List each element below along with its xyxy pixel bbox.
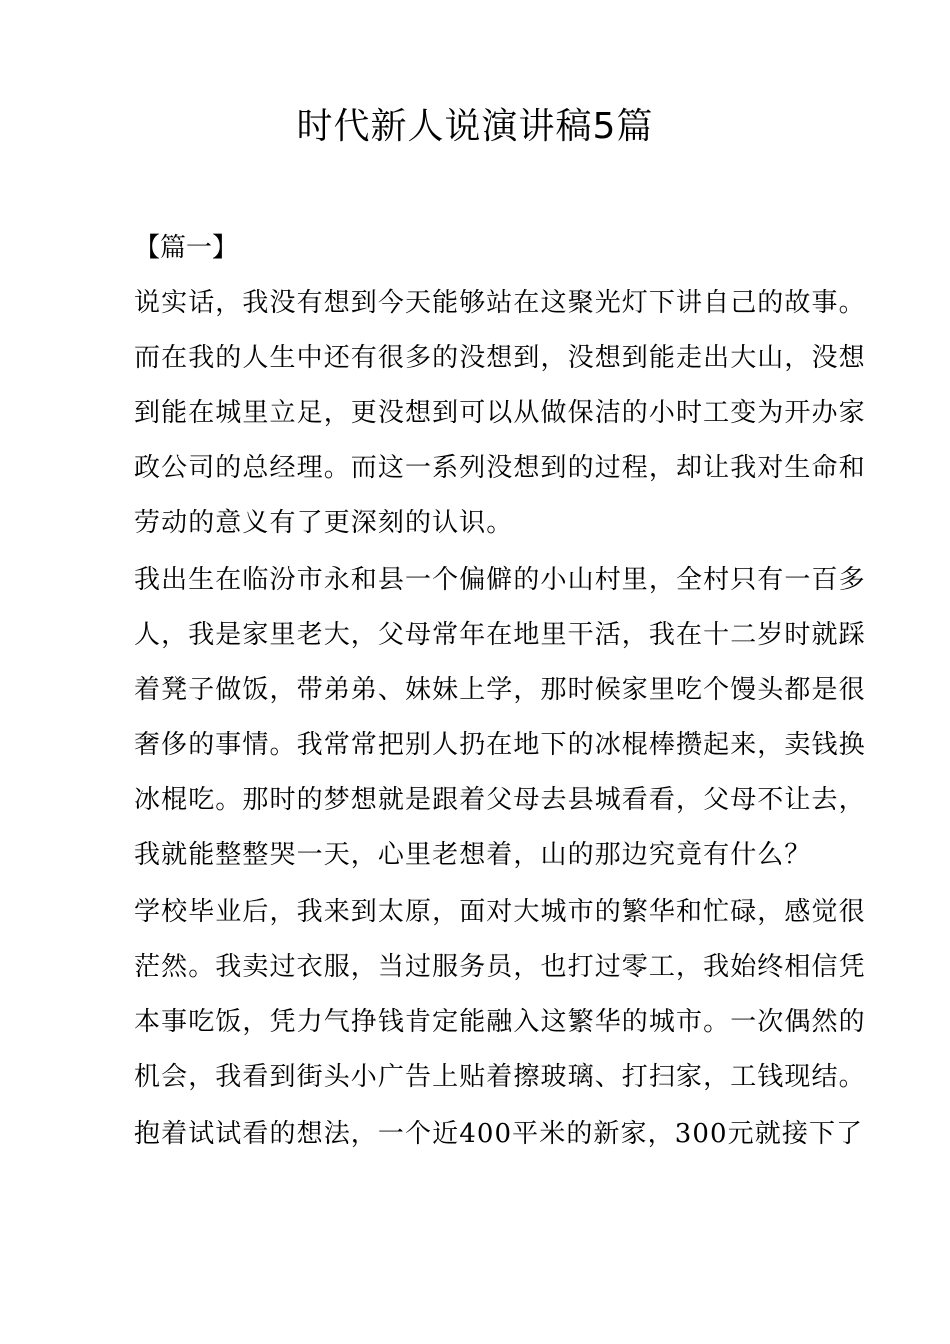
paragraph-line: 而在我的人生中还有很多的没想到，没想到能走出大山，没想 <box>134 343 866 373</box>
paragraph-line: 说实话，我没有想到今天能够站在这聚光灯下讲自己的故事。 <box>134 288 866 318</box>
section-heading: 【篇一】 <box>134 233 239 263</box>
paragraph-line: 我就能整整哭一天，心里老想着，山的那边究竟有什么？ <box>134 840 812 870</box>
paragraph-line: 抱着试试看的想法，一个近400平米的新家，300元就接下了 <box>134 1119 864 1149</box>
document-title: 时代新人说演讲稿5篇 <box>296 106 654 147</box>
paragraph-line: 冰棍吃。那时的梦想就是跟着父母去县城看看，父母不让去， <box>134 785 866 815</box>
paragraph-line: 奢侈的事情。我常常把别人扔在地下的冰棍棒攒起来，卖钱换 <box>134 730 866 760</box>
paragraph-line: 着凳子做饭，带弟弟、妹妹上学，那时候家里吃个馒头都是很 <box>134 675 866 705</box>
paragraph-line: 机会，我看到街头小广告上贴着擦玻璃、打扫家，工钱现结。 <box>134 1062 866 1092</box>
paragraph-line: 到能在城里立足，更没想到可以从做保洁的小时工变为开办家 <box>134 398 866 428</box>
paragraph-line: 学校毕业后，我来到太原，面对大城市的繁华和忙碌，感觉很 <box>134 897 866 927</box>
paragraph-line: 本事吃饭，凭力气挣钱肯定能融入这繁华的城市。一次偶然的 <box>134 1007 866 1037</box>
paragraph-line: 我出生在临汾市永和县一个偏僻的小山村里，全村只有一百多 <box>134 565 866 595</box>
paragraph-line: 政公司的总经理。而这一系列没想到的过程，却让我对生命和 <box>134 453 866 483</box>
paragraph-line: 劳动的意义有了更深刻的认识。 <box>134 508 514 538</box>
paragraph-line: 人，我是家里老大，父母常年在地里干活，我在十二岁时就踩 <box>134 620 866 650</box>
paragraph-line: 茫然。我卖过衣服，当过服务员，也打过零工，我始终相信凭 <box>134 952 866 982</box>
